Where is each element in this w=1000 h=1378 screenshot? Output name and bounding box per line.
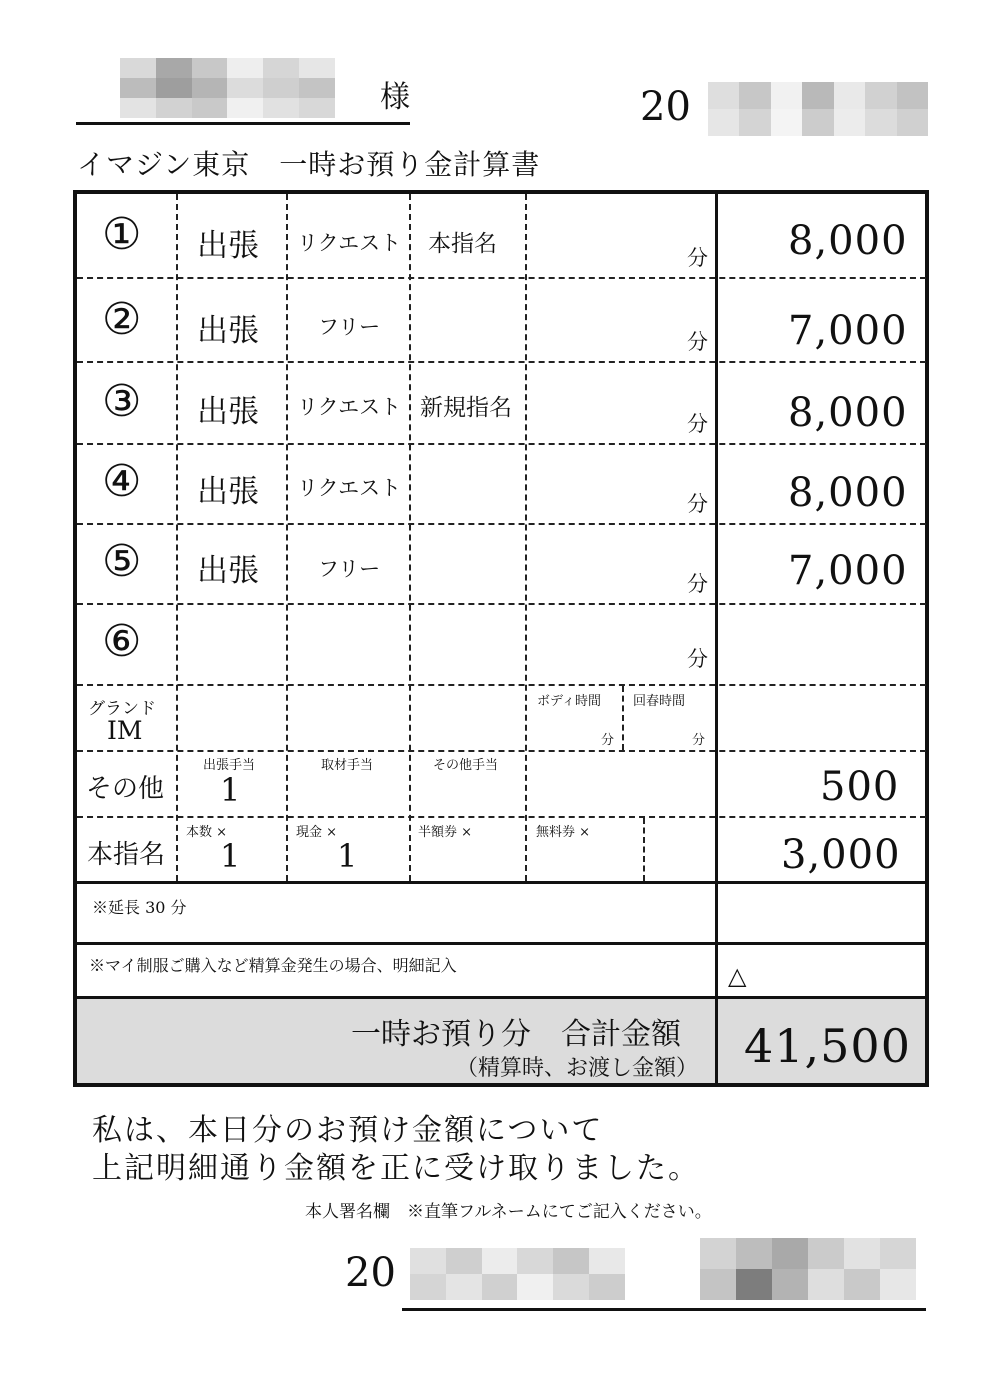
honorific: 様 bbox=[380, 80, 410, 115]
purchase-mark: △ bbox=[728, 962, 747, 990]
signature-underline bbox=[402, 1308, 926, 1311]
course-type: リクエスト bbox=[297, 231, 402, 255]
row-number: ② bbox=[102, 294, 142, 345]
nomination-type: 本指名 bbox=[428, 231, 497, 257]
service-kind: 出張 bbox=[197, 394, 259, 430]
material-allowance-label: 取材手当 bbox=[321, 758, 374, 773]
row-divider bbox=[77, 361, 926, 363]
total-label: 一時お預り分 合計金額 bbox=[351, 1017, 681, 1052]
date-year-prefix: 20 bbox=[640, 84, 691, 130]
declaration-line-1: 私は、本日分のお預け金額について bbox=[92, 1113, 604, 1148]
column-divider bbox=[286, 194, 288, 881]
course-type: フリー bbox=[318, 557, 381, 581]
name-redaction-mosaic bbox=[120, 58, 335, 118]
row-number: ③ bbox=[102, 376, 142, 427]
cash-label: 現金 × bbox=[296, 825, 338, 840]
minutes-unit: 分 bbox=[687, 572, 708, 596]
total-amount: 41,500 bbox=[744, 1019, 911, 1073]
nomination-label: 本指名 bbox=[87, 840, 166, 870]
section-divider bbox=[77, 942, 926, 945]
signature-date-redaction-mosaic bbox=[410, 1248, 625, 1300]
row-divider bbox=[77, 523, 926, 525]
count-value: 1 bbox=[220, 837, 241, 875]
count-label: 本数 × bbox=[186, 825, 228, 840]
section-divider bbox=[77, 881, 926, 884]
nomination-amount: 3,000 bbox=[781, 832, 901, 878]
signature-name-redaction-mosaic bbox=[700, 1238, 916, 1300]
row-divider bbox=[77, 443, 926, 445]
service-kind: 出張 bbox=[197, 553, 259, 589]
column-divider bbox=[176, 194, 178, 881]
extension-note: ※延長 30 分 bbox=[92, 898, 187, 917]
minutes-unit: 分 bbox=[687, 492, 708, 516]
row-amount: 8,000 bbox=[788, 390, 908, 436]
minutes-unit: 分 bbox=[687, 330, 708, 354]
free-ticket-label: 無料券 × bbox=[536, 825, 591, 840]
kaishun-time-unit: 分 bbox=[692, 733, 706, 748]
row-divider bbox=[77, 684, 926, 686]
row-divider bbox=[77, 603, 926, 605]
row-divider bbox=[77, 277, 926, 279]
minutes-unit: 分 bbox=[687, 647, 708, 671]
trip-allowance-label: 出張手当 bbox=[203, 758, 256, 773]
half-ticket-label: 半額券 × bbox=[418, 825, 473, 840]
row-amount: 8,000 bbox=[788, 470, 908, 516]
minutes-unit: 分 bbox=[687, 246, 708, 270]
row-number: ⑤ bbox=[102, 536, 142, 587]
cash-value: 1 bbox=[337, 837, 358, 875]
amount-column-divider bbox=[715, 194, 718, 1083]
date-redaction-mosaic bbox=[708, 82, 928, 136]
signature-note: 本人署名欄 ※直筆フルネームにてご記入ください。 bbox=[305, 1202, 712, 1222]
trip-allowance-value: 1 bbox=[220, 771, 241, 809]
row-number: ① bbox=[102, 209, 142, 260]
service-kind: 出張 bbox=[197, 313, 259, 349]
minutes-unit: 分 bbox=[687, 412, 708, 436]
nomination-type: 新規指名 bbox=[420, 395, 512, 421]
course-type: リクエスト bbox=[297, 395, 402, 419]
course-type: フリー bbox=[318, 315, 381, 339]
column-divider bbox=[643, 818, 645, 881]
im-label: IM bbox=[107, 716, 143, 745]
name-underline bbox=[76, 122, 410, 125]
grand-label: グランド bbox=[88, 699, 156, 719]
row-number: ⑥ bbox=[102, 616, 142, 667]
row-amount: 8,000 bbox=[788, 218, 908, 264]
purchase-note: ※マイ制服ご購入など精算金発生の場合、明細記入 bbox=[89, 956, 457, 975]
declaration-line-2: 上記明細通り金額を正に受け取りました。 bbox=[92, 1151, 700, 1186]
row-amount: 7,000 bbox=[788, 308, 908, 354]
section-divider bbox=[77, 996, 926, 999]
signature-year-prefix: 20 bbox=[345, 1250, 396, 1296]
total-subtitle: （精算時、お渡し金額） bbox=[456, 1056, 699, 1081]
column-divider bbox=[622, 686, 624, 750]
body-time-unit: 分 bbox=[601, 733, 615, 748]
other-amount: 500 bbox=[820, 764, 900, 810]
column-divider bbox=[409, 194, 411, 881]
service-kind: 出張 bbox=[197, 474, 259, 510]
other-allowance-label: その他手当 bbox=[433, 758, 499, 773]
other-label: その他 bbox=[86, 774, 165, 804]
row-divider bbox=[77, 816, 926, 818]
kaishun-time-label: 回春時間 bbox=[633, 694, 686, 709]
course-type: リクエスト bbox=[297, 476, 402, 500]
service-kind: 出張 bbox=[197, 228, 259, 264]
row-divider bbox=[77, 750, 926, 752]
row-number: ④ bbox=[102, 456, 142, 507]
row-amount: 7,000 bbox=[788, 548, 908, 594]
column-divider bbox=[525, 194, 527, 881]
body-time-label: ボディ時間 bbox=[537, 694, 601, 709]
document-title: イマジン東京 一時お預り金計算書 bbox=[77, 148, 541, 181]
